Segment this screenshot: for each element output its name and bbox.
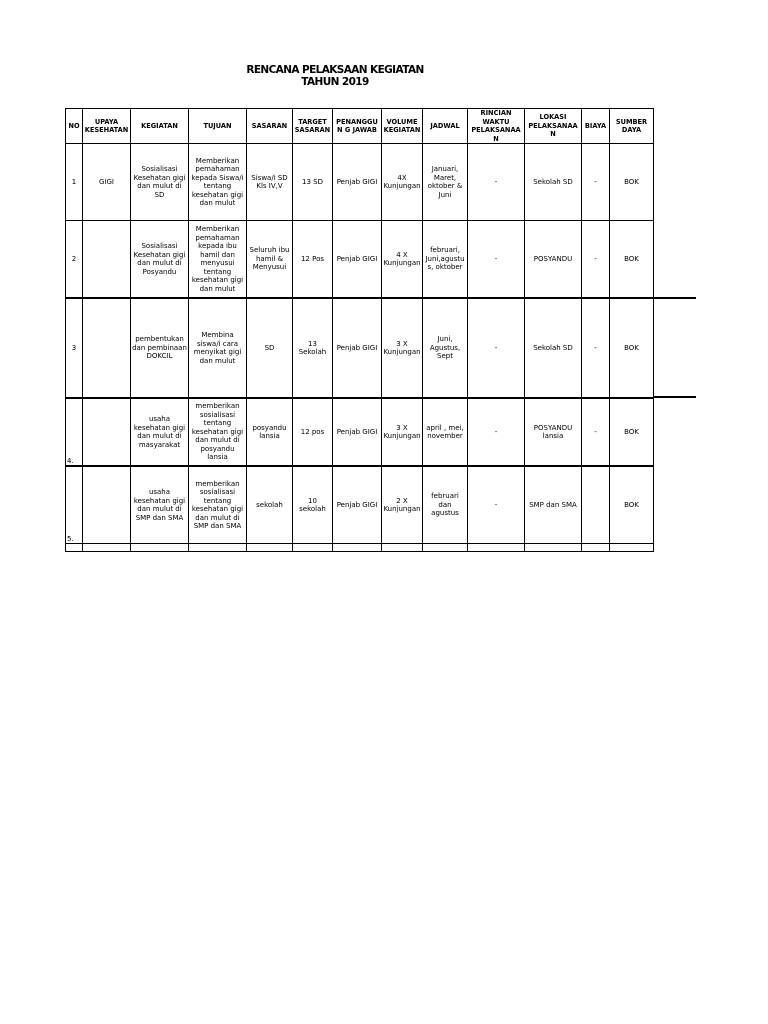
cell-lokasi: SMP dan SMA — [525, 466, 582, 544]
cell-volume: 3 X Kunjungan — [382, 298, 423, 398]
cell-rincian: - — [468, 466, 525, 544]
cell-kegiatan: Sosialisasi Kesehatan gigi dan mulut di SD — [131, 144, 189, 221]
header-rincian-waktu: RINCIAN WAKTU PELAKSANAAN — [468, 109, 525, 144]
header-no: NO — [66, 109, 83, 144]
cell-rincian: - — [468, 144, 525, 221]
activity-plan-table — [65, 108, 654, 552]
cell-rincian: - — [468, 398, 525, 466]
cell-kegiatan: pembentukan dan pembinaan DOKCIL — [131, 298, 189, 398]
header-volume-kegiatan: VOLUME KEGIATAN — [382, 109, 423, 144]
cell-sasaran: SD — [247, 298, 293, 398]
header-kegiatan: KEGIATAN — [131, 109, 189, 144]
cell-penanggung-jawab: Penjab GIGI — [333, 144, 382, 221]
cell-no: 1 — [66, 144, 83, 221]
header-upaya-kesehatan: UPAYA KESEHATAN — [83, 109, 131, 144]
cell-no: 3 — [66, 298, 83, 398]
cell-tujuan: Memberikan pemahaman kepada ibu hamil dan menyusui tentang kesehatan gigi dan mulut — [189, 221, 247, 299]
cell-sasaran: Siswa/i SD Kls IV,V — [247, 144, 293, 221]
cell-biaya: - — [582, 398, 610, 466]
document-title: RENCANA PELAKSAAN KEGIATAN — [246, 64, 424, 76]
cell-volume: 2 X Kunjungan — [382, 466, 423, 544]
header-penanggung-jawab: PENANGGUN G JAWAB — [333, 109, 382, 144]
header-lokasi: LOKASI PELAKSANAAN — [525, 109, 582, 144]
cell-target: 10 sekolah — [293, 466, 333, 544]
cell-jadwal: februari dan agustus — [423, 466, 468, 544]
cell-tujuan: Memberikan pemahaman kepada Siswa/i tentang kesehatan gigi dan mulut — [189, 144, 247, 221]
cell-sasaran: sekolah — [247, 466, 293, 544]
cell-rincian: - — [468, 221, 525, 299]
cell-tujuan: memberikan sosialisasi tentang kesehatan gigi dan mulut di SMP dan SMA — [189, 466, 247, 544]
cell-biaya: - — [582, 144, 610, 221]
cell-volume: 4X Kunjungan — [382, 144, 423, 221]
cell-jadwal: februari, Juni,agustus, oktober — [423, 221, 468, 299]
table-row — [66, 221, 654, 299]
document-year: TAHUN 2019 — [301, 76, 369, 88]
cell-penanggung-jawab: Penjab GIGI — [333, 466, 382, 544]
cell-tujuan: memberikan sosialisasi tentang kesehatan gigi dan mulut di posyandu lansia — [189, 398, 247, 466]
cell-no: 2 — [66, 221, 83, 299]
header-biaya: BIAYA — [582, 109, 610, 144]
cell-sasaran: Seluruh ibu hamil & Menyusui — [247, 221, 293, 299]
cell-lokasi: POSYANDU lansia — [525, 398, 582, 466]
cell-sasaran: posyandu lansia — [247, 398, 293, 466]
cell-kegiatan: usaha kesehatan gigi dan mulut di masyarakat — [131, 398, 189, 466]
cell-volume: 4 X Kunjungan — [382, 221, 423, 299]
table-row — [66, 466, 654, 544]
cell-kegiatan: usaha kesehatan gigi dan mulut di SMP dan SMA — [131, 466, 189, 544]
header-target-sasaran: TARGET SASARAN — [293, 109, 333, 144]
cell-sumber: BOK — [610, 398, 654, 466]
cell-target: 13 SD — [293, 144, 333, 221]
header-tujuan: TUJUAN — [189, 109, 247, 144]
row-separator-extension — [653, 297, 696, 299]
cell-sumber: BOK — [610, 466, 654, 544]
table-row — [66, 144, 654, 221]
cell-lokasi: POSYANDU — [525, 221, 582, 299]
cell-lokasi: Sekolah SD — [525, 144, 582, 221]
header-sumber-daya: SUMBER DAYA — [610, 109, 654, 144]
table-row — [66, 398, 654, 466]
cell-target: 12 Pos — [293, 221, 333, 299]
cell-penanggung-jawab: Penjab GIGI — [333, 298, 382, 398]
cell-sumber: BOK — [610, 221, 654, 299]
cell-tujuan: Membina siswa/i cara menyikat gigi dan mulut — [189, 298, 247, 398]
empty-row — [66, 544, 654, 552]
header-sasaran: SASARAN — [247, 109, 293, 144]
cell-penanggung-jawab: Penjab GIGI — [333, 221, 382, 299]
cell-sumber: BOK — [610, 144, 654, 221]
cell-upaya — [83, 221, 131, 299]
header-jadwal: JADWAL — [423, 109, 468, 144]
table-row — [66, 298, 654, 398]
cell-jadwal: Januari, Maret, oktober & Juni — [423, 144, 468, 221]
cell-biaya: - — [582, 298, 610, 398]
cell-volume: 3 X Kunjungan — [382, 398, 423, 466]
cell-no: 4. — [66, 398, 83, 466]
row-separator-extension — [653, 396, 696, 398]
cell-lokasi: Sekolah SD — [525, 298, 582, 398]
cell-penanggung-jawab: Penjab GIGI — [333, 398, 382, 466]
cell-kegiatan: Sosialisasi Kesehatan gigi dan mulut di Posyandu — [131, 221, 189, 299]
cell-upaya — [83, 298, 131, 398]
cell-no: 5. — [66, 466, 83, 544]
cell-upaya — [83, 398, 131, 466]
cell-rincian: - — [468, 298, 525, 398]
cell-biaya: - — [582, 221, 610, 299]
cell-target: 13 Sekolah — [293, 298, 333, 398]
cell-biaya — [582, 466, 610, 544]
cell-sumber: BOK — [610, 298, 654, 398]
cell-jadwal: Juni, Agustus, Sept — [423, 298, 468, 398]
cell-upaya — [83, 466, 131, 544]
header-row — [66, 109, 654, 144]
cell-jadwal: april , mei, november — [423, 398, 468, 466]
cell-target: 12 pos — [293, 398, 333, 466]
cell-upaya: GIGI — [83, 144, 131, 221]
